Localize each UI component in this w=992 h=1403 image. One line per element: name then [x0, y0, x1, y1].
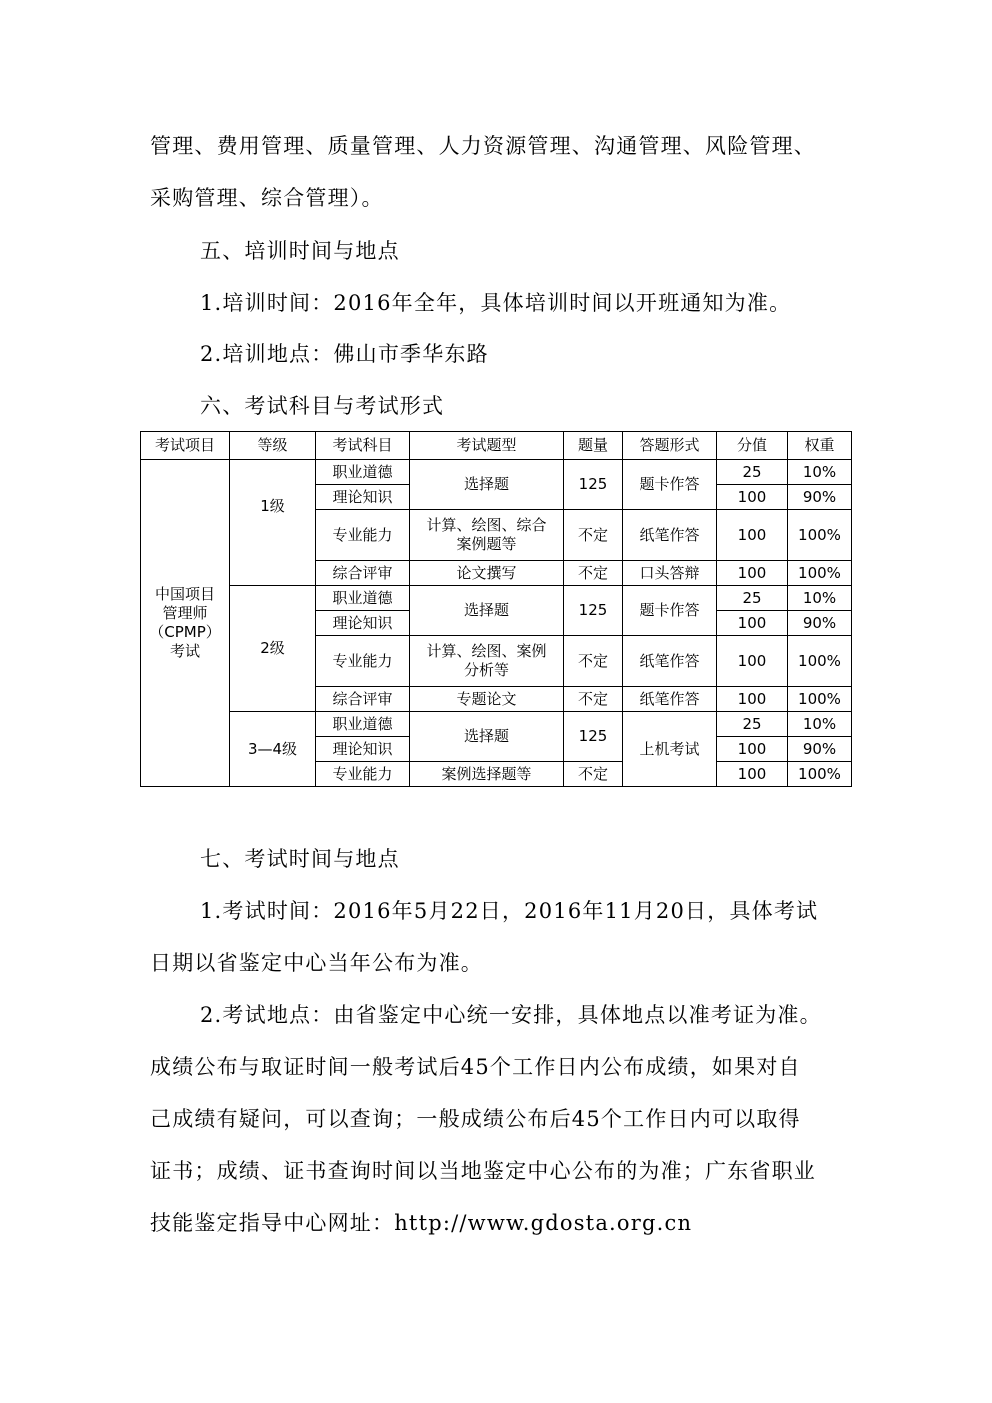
paragraph-line: 技能鉴定指导中心网址：http://www.gdosta.org.cn: [150, 1211, 693, 1235]
subject-cell: 理论知识: [316, 737, 410, 762]
type-cell: 论文撰写: [410, 561, 564, 586]
paragraph-line: 证书；成绩、证书查询时间以当地鉴定中心公布的为准；广东省职业: [150, 1159, 816, 1183]
subject-cell: 综合评审: [316, 687, 410, 712]
type-line: 分析等: [463, 661, 509, 679]
paragraph-line: 采购管理、综合管理）。: [150, 186, 384, 210]
exam-item-line: 考试: [169, 642, 200, 660]
count-cell: 不定: [564, 762, 623, 787]
weight-cell: 100%: [788, 762, 852, 787]
type-line: 计算、绘图、案例: [426, 642, 547, 660]
table-row: [141, 586, 852, 611]
subject-cell: 专业能力: [316, 762, 410, 787]
count-cell: 不定: [564, 636, 623, 687]
subject-cell: 综合评审: [316, 561, 410, 586]
paragraph-line: 成绩公布与取证时间一般考试后45个工作日内公布成绩，如果对自: [150, 1055, 801, 1079]
score-cell: 100: [717, 762, 788, 787]
weight-cell: 90%: [788, 611, 852, 636]
header-cell: 考试科目: [316, 432, 410, 460]
weight-cell: 10%: [788, 586, 852, 611]
type-cell: 案例选择题等: [410, 762, 564, 787]
header-cell: 题量: [564, 432, 623, 460]
score-cell: 100: [717, 510, 788, 561]
paragraph-line: 管理、费用管理、质量管理、人力资源管理、沟通管理、风险管理、: [150, 134, 816, 158]
type-line: 案例题等: [456, 535, 517, 553]
paragraph-line: 1.培训时间：2016年全年，具体培训时间以开班通知为准。: [200, 291, 792, 315]
header-cell: 分值: [717, 432, 788, 460]
level-cell: 3—4级: [230, 712, 316, 787]
form-cell: 纸笔作答: [623, 636, 717, 687]
type-cell: [410, 636, 564, 687]
form-cell: 题卡作答: [623, 460, 717, 510]
type-cell: 选择题: [410, 586, 564, 636]
header-cell: 答题形式: [623, 432, 717, 460]
paragraph-line: 2.培训地点：佛山市季华东路: [200, 342, 489, 366]
table-header-row: [141, 432, 852, 460]
paragraph-line: 2.考试地点：由省鉴定中心统一安排，具体地点以准考证为准。: [200, 1003, 822, 1027]
score-cell: 25: [717, 712, 788, 737]
form-cell: 口头答辩: [623, 561, 717, 586]
score-cell: 100: [717, 636, 788, 687]
weight-cell: 100%: [788, 636, 852, 687]
header-cell: 等级: [230, 432, 316, 460]
exam-item-line: （CPMP）: [149, 623, 221, 641]
count-cell: 不定: [564, 561, 623, 586]
section-heading: 六、考试科目与考试形式: [200, 394, 445, 418]
weight-cell: 90%: [788, 485, 852, 510]
form-cell: 上机考试: [623, 712, 717, 787]
weight-cell: 10%: [788, 460, 852, 485]
level-label: 1级: [260, 496, 285, 515]
table-row: [141, 712, 852, 737]
count-cell: 不定: [564, 687, 623, 712]
weight-cell: 100%: [788, 687, 852, 712]
weight-cell: 100%: [788, 510, 852, 561]
type-cell: 选择题: [410, 460, 564, 510]
header-cell: 考试项目: [141, 432, 230, 460]
score-cell: 100: [717, 737, 788, 762]
subject-cell: 理论知识: [316, 485, 410, 510]
exam-item-line: 中国项目: [154, 585, 215, 603]
form-cell: 纸笔作答: [623, 687, 717, 712]
score-cell: 100: [717, 485, 788, 510]
table-row: [141, 460, 852, 485]
subject-cell: 理论知识: [316, 611, 410, 636]
subject-cell: 职业道德: [316, 460, 410, 485]
paragraph-line: 日期以省鉴定中心当年公布为准。: [150, 951, 483, 975]
subject-cell: 专业能力: [316, 636, 410, 687]
header-cell: 考试题型: [410, 432, 564, 460]
type-cell: 选择题: [410, 712, 564, 762]
form-cell: 题卡作答: [623, 586, 717, 636]
paragraph-line: 己成绩有疑问，可以查询；一般成绩公布后45个工作日内可以取得: [150, 1107, 801, 1131]
score-cell: 100: [717, 561, 788, 586]
score-cell: 100: [717, 611, 788, 636]
exam-item-cell: [141, 460, 230, 787]
score-cell: 100: [717, 687, 788, 712]
header-cell: 权重: [788, 432, 852, 460]
count-cell: 125: [564, 460, 623, 510]
paragraph-line: 1.考试时间：2016年5月22日，2016年11月20日，具体考试: [200, 899, 819, 923]
type-cell: [410, 510, 564, 561]
exam-item-line: 管理师: [162, 604, 208, 622]
form-cell: 纸笔作答: [623, 510, 717, 561]
section-heading: 五、培训时间与地点: [200, 239, 400, 263]
weight-cell: 90%: [788, 737, 852, 762]
score-cell: 25: [717, 586, 788, 611]
count-cell: 125: [564, 586, 623, 636]
score-cell: 25: [717, 460, 788, 485]
level-cell: 2级: [230, 586, 316, 712]
exam-subjects-table: [140, 431, 852, 787]
level-cell: [230, 460, 316, 586]
count-cell: 不定: [564, 510, 623, 561]
weight-cell: 10%: [788, 712, 852, 737]
subject-cell: 专业能力: [316, 510, 410, 561]
section-heading: 七、考试时间与地点: [200, 847, 400, 871]
subject-cell: 职业道德: [316, 586, 410, 611]
count-cell: 125: [564, 712, 623, 762]
subject-cell: 职业道德: [316, 712, 410, 737]
type-cell: 专题论文: [410, 687, 564, 712]
weight-cell: 100%: [788, 561, 852, 586]
type-line: 计算、绘图、综合: [426, 516, 547, 534]
